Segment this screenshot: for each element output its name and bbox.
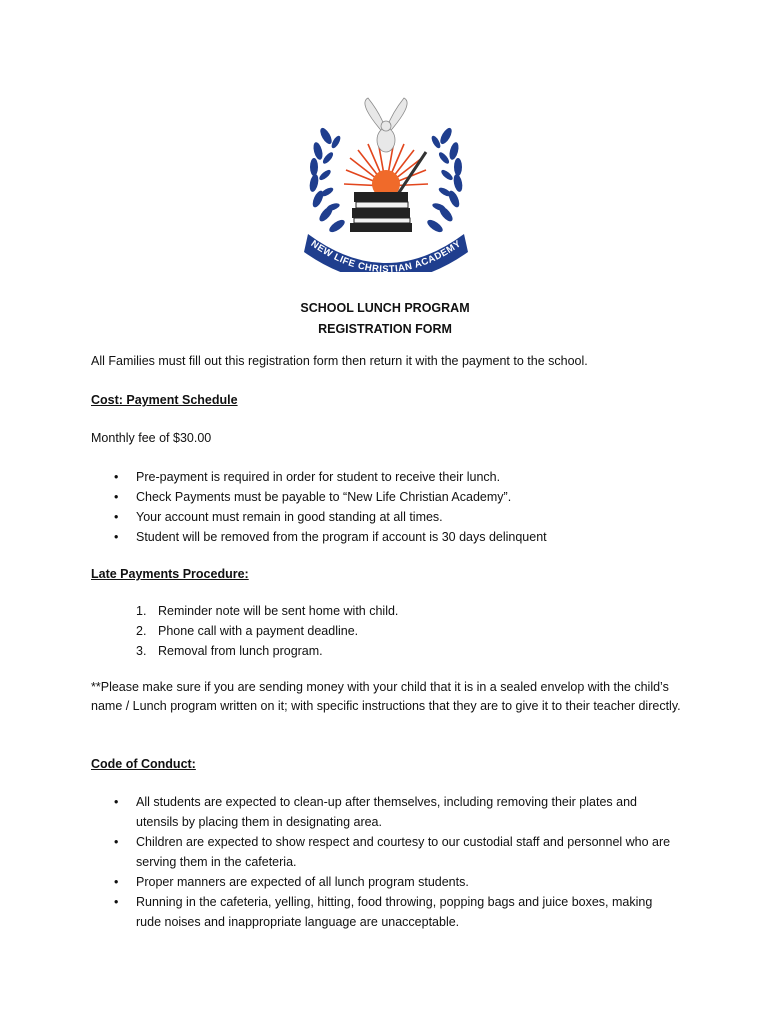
cost-heading: Cost: Payment Schedule: [91, 393, 238, 407]
bullet-icon: •: [114, 875, 119, 889]
envelope-note: **Please make sure if you are sending money with your child that it is in a sealed envelop with the child’s name / Lunch program written on it; with specific instructions that they are to give it to their teacher directly.: [91, 680, 681, 713]
list-item: • Children are expected to show respect and courtesy to our custodial staff and personnel who are serving them in the cafeteria.: [91, 832, 676, 872]
list-item: 2. Phone call with a payment deadline.: [91, 621, 398, 641]
list-item: • Check Payments must be payable to “New Life Christian Academy”.: [91, 487, 547, 507]
title-line-2: REGISTRATION FORM: [318, 322, 452, 336]
monthly-fee: Monthly fee of $30.00: [91, 431, 212, 445]
conduct-bullet-list: [91, 792, 676, 932]
late-payments-steps: [91, 601, 398, 661]
step-number: 3.: [136, 644, 147, 658]
bullet-icon: •: [114, 895, 119, 909]
list-item: • All students are expected to clean-up after themselves, including removing their plates and utensils by placing them in designating area.: [91, 792, 676, 832]
seal-banner-text: NEW LIFE CHRISTIAN ACADEMY: [308, 238, 464, 272]
late-payments-heading: Late Payments Procedure:: [91, 567, 249, 581]
bullet-icon: •: [114, 835, 119, 849]
title-line-1: SCHOOL LUNCH PROGRAM: [300, 301, 470, 315]
form-title: [0, 298, 770, 340]
bullet-icon: •: [114, 795, 119, 809]
bullet-icon: •: [114, 470, 119, 484]
bullet-icon: •: [114, 490, 119, 504]
list-item: 3. Removal from lunch program.: [91, 641, 398, 661]
list-item: • Running in the cafeteria, yelling, hitting, food throwing, popping bags and juice boxes, making rude noises and inappropriate language are unacceptable.: [91, 892, 676, 932]
bullet-icon: •: [114, 530, 119, 544]
bullet-icon: •: [114, 510, 119, 524]
cost-bullet-list: [91, 467, 547, 547]
list-item: • Student will be removed from the program if account is 30 days delinquent: [91, 527, 547, 547]
list-item: 1. Reminder note will be sent home with child.: [91, 601, 398, 621]
intro-text: All Families must fill out this registration form then return it with the payment to the school.: [91, 354, 588, 368]
list-item: • Pre-payment is required in order for student to receive their lunch.: [91, 467, 547, 487]
list-item: • Your account must remain in good standing at all times.: [91, 507, 547, 527]
list-item: • Proper manners are expected of all lunch program students.: [91, 872, 676, 892]
step-number: 1.: [136, 604, 147, 618]
code-of-conduct-heading: Code of Conduct:: [91, 757, 196, 771]
school-seal-logo: [298, 96, 474, 272]
step-number: 2.: [136, 624, 147, 638]
